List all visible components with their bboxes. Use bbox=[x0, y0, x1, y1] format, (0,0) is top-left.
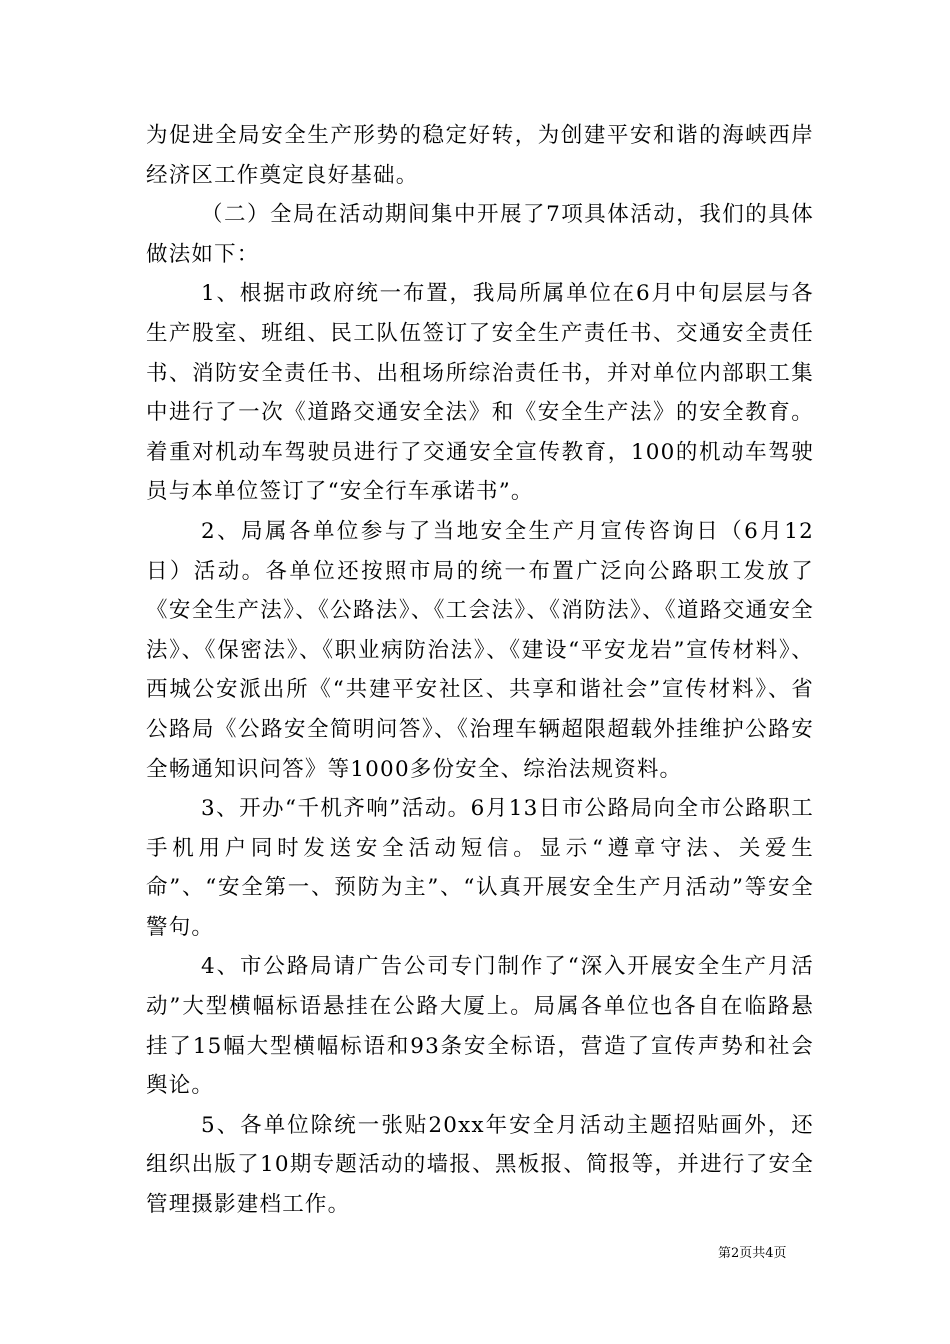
document-body bbox=[146, 116, 814, 1225]
paragraph-continuation: 为促进全局安全生产形势的稳定好转，为创建平安和谐的海峡西岸经济区工作奠定良好基础。 bbox=[146, 123, 814, 188]
page-number-footer: 第2页共4页 bbox=[718, 1246, 787, 1261]
paragraph-item-2: 2、局属各单位参与了当地安全生产月宣传咨询日（6月12日）活动。各单位还按照市局的统一布置广泛向公路职工发放了《安全生产法》、《公路法》、《工会法》、《消防法》、《道路交通安全法》、《保密法》、《职业病防治法》、《建设“平安龙岩”宣传材料》、西城公安派出所《“共建平安社区、共享和谐社会”宣传材料》、省公路局《公路安全简明问答》、《治理车辆超限超载外挂维护公路安全畅通知识问答》等1000多份安全、综治法规资料。 bbox=[146, 518, 814, 782]
paragraph-item-1: 1、根据市政府统一布置，我局所属单位在6月中旬层层与各生产股室、班组、民工队伍签订了安全生产责任书、交通安全责任书、消防安全责任书、出租场所综治责任书，并对单位内部职工集中进行了一次《道路交通安全法》和《安全生产法》的安全教育。着重对机动车驾驶员进行了交通安全宣传教育，100的机动车驾驶员与本单位签订了“安全行车承诺书”。 bbox=[146, 281, 814, 505]
paragraph-item-3: 3、开办“千机齐响”活动。6月13日市公路局向全市公路职工手机用户同时发送安全活动短信。显示“遵章守法、关爱生命”、“安全第一、预防为主”、“认真开展安全生产月活动”等安全警句。 bbox=[146, 796, 814, 940]
paragraph-item-5: 5、各单位除统一张贴20xx年安全月活动主题招贴画外，还组织出版了10期专题活动的墙报、黑板报、简报等，并进行了安全管理摄影建档工作。 bbox=[146, 1112, 814, 1218]
paragraph-section-two-heading: （二）全局在活动期间集中开展了7项具体活动，我们的具体做法如下： bbox=[146, 202, 814, 267]
paragraph-item-4: 4、市公路局请广告公司专门制作了“深入开展安全生产月活动”大型横幅标语悬挂在公路大厦上。局属各单位也各自在临路悬挂了15幅大型横幅标语和93条安全标语，营造了宣传声势和社会舆论。 bbox=[146, 954, 814, 1099]
